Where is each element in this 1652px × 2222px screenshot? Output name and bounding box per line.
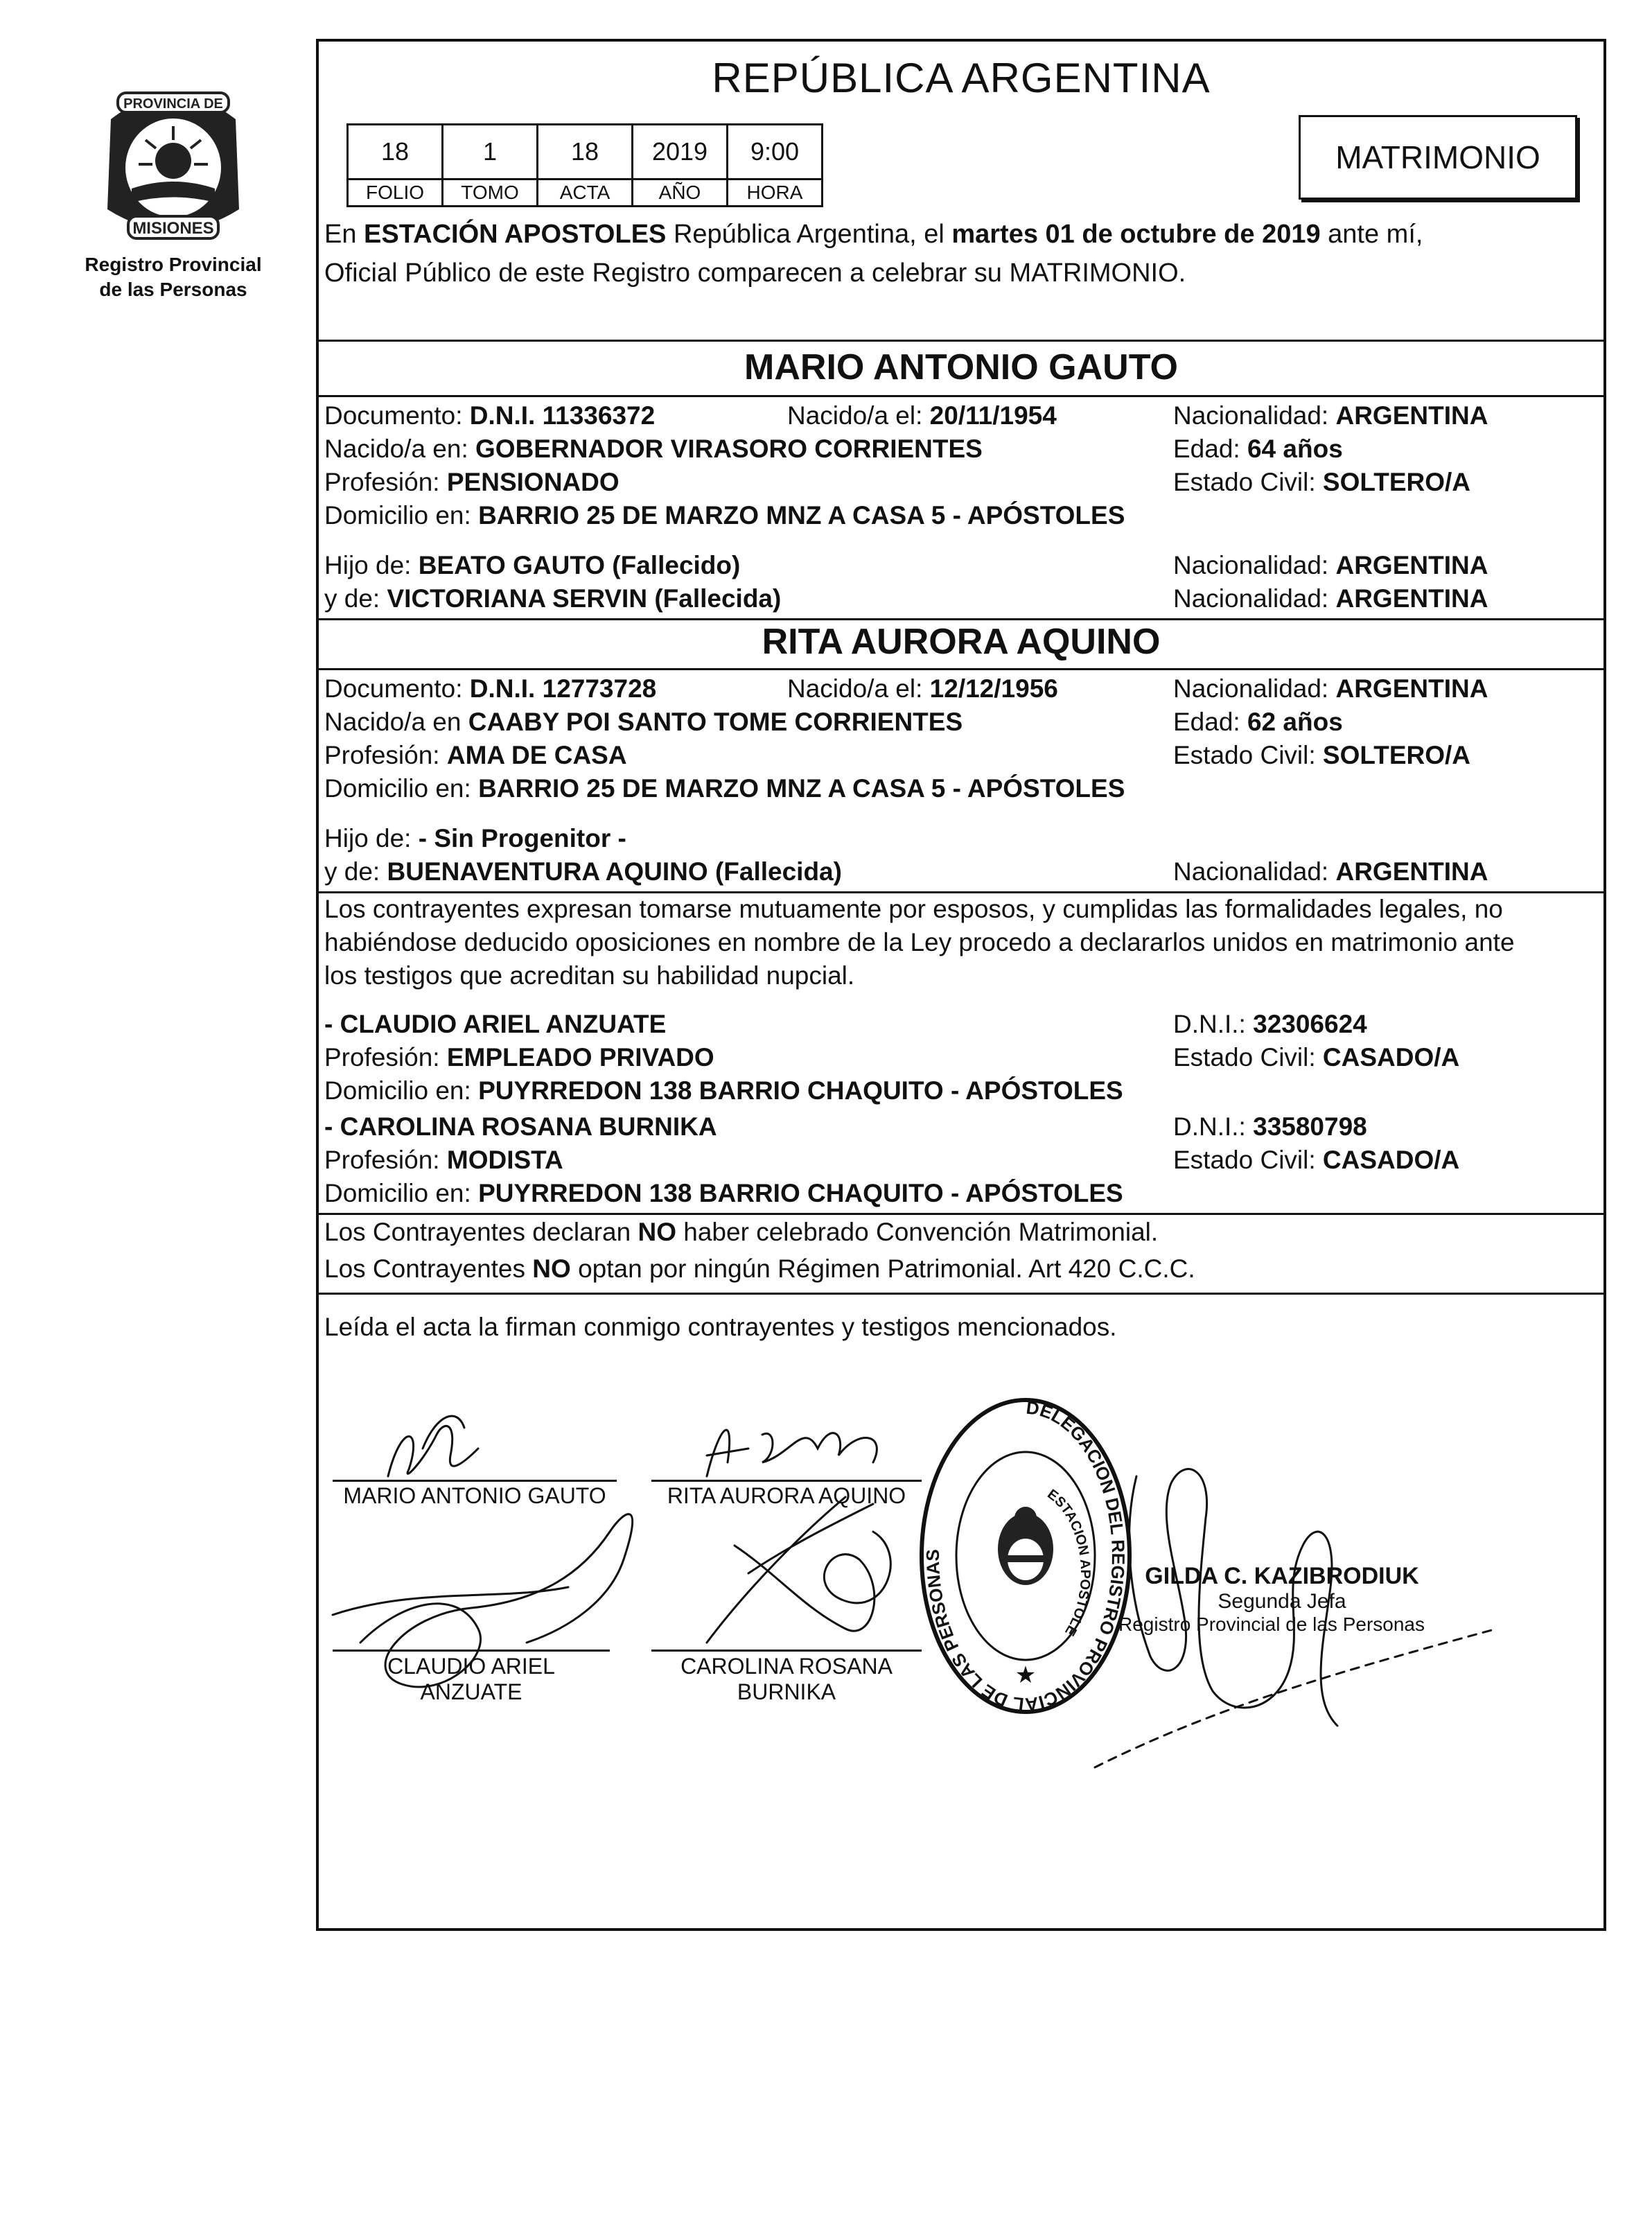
spouse2-row-father [324,821,1603,856]
spouse2-row-birthplace [324,705,1603,740]
spouse1-dni: D.N.I. 11336372 [469,401,656,430]
label: Domicilio en: [324,1179,479,1207]
spouse2-row-mother [324,855,1603,889]
witness2-row-profession [324,1143,1603,1178]
spouse1-row-profession [324,465,1603,500]
declaration-line: habiéndose deducido oposiciones en nombre de la Ley procedo a declararlos unidos en matrimonio ante [324,928,1515,956]
registry-logo [69,78,277,306]
label: Edad: [1173,708,1247,736]
regime-text: Los Contrayentes declaran [324,1218,638,1246]
intro-line2: Oficial Público de este Registro comparecen a celebrar su MATRIMONIO. [324,259,1186,288]
witness2-row-address [324,1176,1603,1211]
signature-label-line: ANZUATE [420,1679,522,1704]
spouse1-row-document [324,399,1603,433]
witness2-civil-status: CASADO/A [1322,1146,1460,1174]
witness1-profession: EMPLEADO PRIVADO [446,1043,714,1071]
spouse1-birthplace: GOBERNADOR VIRASORO CORRIENTES [475,435,983,463]
tomo-value: 1 [443,125,538,180]
spouse2-father: - Sin Progenitor - [418,824,626,852]
spouse1-birthdate: 20/11/1954 [929,401,1057,430]
spouse2-profession: AMA DE CASA [446,741,627,769]
svg-text:MISIONES: MISIONES [132,219,214,238]
spouse2-civil-status: SOLTERO/A [1322,741,1471,769]
declaration-line: los testigos que acreditan su habilidad nupcial. [324,961,855,990]
spouse2-name: RITA AURORA AQUINO [762,622,1161,662]
spouse1-civil-status: SOLTERO/A [1322,468,1471,496]
witness1-address: PUYRREDON 138 BARRIO CHAQUITO - APÓSTOLES [478,1076,1123,1105]
witness2-name: - CAROLINA ROSANA BURNIKA [324,1112,717,1141]
label: Nacido/a el: [787,674,930,703]
stamp-outer-text: DELEGACION DEL REGISTRO PROVINCIAL DE LAS PERSONAS [922,1397,1130,1715]
spouse2-row-document [324,672,1603,706]
witness1-dni: 32306624 [1253,1010,1367,1038]
spouse2-birthdate: 12/12/1956 [929,674,1058,703]
witness2-row-name [324,1110,1603,1144]
label: Nacido/a en: [324,435,476,463]
label: Edad: [1173,435,1247,463]
label: Nacido/a en [324,708,468,736]
spouse2-mother: BUENAVENTURA AQUINO (Fallecida) [387,857,842,886]
official-name: GILDA C. KAZIBRODIUK [1145,1563,1419,1589]
label: Estado Civil: [1173,468,1323,496]
acta-label: ACTA [538,180,633,207]
registry-stamp [915,1393,1136,1719]
spouse1-row-address [324,498,1603,533]
label: Profesión: [324,1043,447,1071]
witness1-name: - CLAUDIO ARIEL ANZUATE [324,1010,667,1038]
label: Profesión: [324,468,447,496]
declaration-line: Los contrayentes expresan tomarse mutuamente por esposos, y cumplidas las formalidades legales, no [324,895,1503,923]
regime-no: NO [638,1218,676,1246]
divider [319,340,1603,342]
label: Nacionalidad: [1173,401,1336,430]
signature-label-line: CAROLINA ROSANA [680,1654,893,1679]
spouse1-row-father [324,548,1603,583]
spouse1-father-nationality: ARGENTINA [1335,551,1488,579]
label: Nacionalidad: [1173,584,1336,613]
declaration-text [324,893,1603,992]
coat-of-arms-icon [998,1507,1053,1585]
witness2-address: PUYRREDON 138 BARRIO CHAQUITO - APÓSTOLES [478,1179,1123,1207]
official-block [1118,1563,1441,1636]
label: Hijo de: [324,551,419,579]
witness2-dni: 33580798 [1253,1112,1367,1141]
spouse2-birthplace: CAABY POI SANTO TOME CORRIENTES [468,708,963,736]
label: D.N.I.: [1173,1112,1254,1141]
spouse1-row-mother [324,581,1603,616]
signature-label-line: BURNIKA [737,1679,836,1704]
witness1-row-address [324,1074,1603,1108]
intro-part: En [324,220,364,249]
spouse2-row-profession [324,738,1603,773]
stamp-inner-text: ESTACION APOSTOLE [1044,1486,1093,1638]
regime-no: NO [532,1254,571,1283]
divider [319,668,1603,670]
label: Profesión: [324,1146,447,1174]
folio-value: 18 [348,125,443,180]
label: Domicilio en: [324,1076,479,1105]
regime-text: optan por ningún Régimen Patrimonial. Art 420 C.C.C. [570,1254,1195,1283]
witness1-row-name [324,1007,1603,1042]
spouse2-nationality: ARGENTINA [1335,674,1488,703]
closing-text: Leída el acta la firman conmigo contrayentes y testigos mencionados. [324,1313,1117,1341]
country-title: REPÚBLICA ARGENTINA [712,55,1211,101]
anio-value: 2019 [633,125,728,180]
label: Domicilio en: [324,774,479,803]
spouse2-mother-nationality: ARGENTINA [1335,857,1488,886]
label: y de: [324,584,387,613]
spouse1-mother: VICTORIANA SERVIN (Fallecida) [387,584,782,613]
label: Profesión: [324,741,447,769]
label: Estado Civil: [1173,1043,1323,1071]
label: Documento: [324,401,470,430]
signature-label-spouse1: MARIO ANTONIO GAUTO [343,1483,606,1508]
spouse2-age: 62 años [1247,708,1343,736]
spouse1-address: BARRIO 25 DE MARZO MNZ A CASA 5 - APÓSTOLES [478,501,1125,530]
divider [319,395,1603,397]
intro-text [324,215,1603,292]
signature-label-spouse2: RITA AURORA AQUINO [667,1483,906,1508]
label: Estado Civil: [1173,741,1323,769]
label: Estado Civil: [1173,1146,1323,1174]
spouse1-nationality: ARGENTINA [1335,401,1488,430]
spouse1-mother-nationality: ARGENTINA [1335,584,1488,613]
hora-label: HORA [728,180,823,207]
label: Documento: [324,674,470,703]
acta-value: 18 [538,125,633,180]
spouse2-dni: D.N.I. 12773728 [469,674,657,703]
label: y de: [324,857,387,886]
svg-text:PROVINCIA DE: PROVINCIA DE [123,96,223,112]
registry-label-1: Registro Provincial [85,254,262,275]
spouse1-age: 64 años [1247,435,1343,463]
anio-label: AÑO [633,180,728,207]
label: Nacionalidad: [1173,857,1336,886]
tomo-label: TOMO [443,180,538,207]
signature-label-line: CLAUDIO ARIEL [387,1654,555,1679]
reference-table [346,123,823,207]
witness2-profession: MODISTA [446,1146,563,1174]
divider [319,618,1603,620]
intro-part: ante mí, [1320,220,1423,249]
hora-value: 9:00 [728,125,823,180]
spouse1-profession: PENSIONADO [446,468,620,496]
label: Nacido/a el: [787,401,930,430]
witness1-civil-status: CASADO/A [1322,1043,1460,1071]
intro-part: República Argentina, el [666,220,952,249]
divider [319,1293,1603,1295]
label: Hijo de: [324,824,419,852]
official-office: Registro Provincial de las Personas [1118,1613,1425,1635]
regime-text: haber celebrado Convención Matrimonial. [676,1218,1159,1246]
spouse1-father: BEATO GAUTO (Fallecido) [418,551,741,579]
regime-line-1 [324,1215,1603,1250]
folio-label: FOLIO [348,180,443,207]
misiones-seal-icon [90,78,256,251]
spouse2-address: BARRIO 25 DE MARZO MNZ A CASA 5 - APÓSTOLES [478,774,1125,803]
label: Nacionalidad: [1173,551,1336,579]
spouse2-row-address [324,771,1603,806]
label: Nacionalidad: [1173,674,1336,703]
official-title: Segunda Jefa [1218,1590,1346,1613]
regime-text: Los Contrayentes [324,1254,533,1283]
intro-place: ESTACIÓN APOSTOLES [364,220,667,249]
label: Domicilio en: [324,501,479,530]
registry-label-2: de las Personas [99,279,247,300]
intro-date: martes 01 de octubre de 2019 [951,220,1321,249]
regime-line-2 [324,1252,1603,1286]
document-type-box: MATRIMONIO [1299,115,1577,200]
spouse1-row-birthplace [324,432,1603,466]
star-icon: ★ [1014,1662,1037,1688]
certificate-frame [316,39,1606,1931]
witness1-row-profession [324,1040,1603,1075]
label: D.N.I.: [1173,1010,1254,1038]
spouse1-name: MARIO ANTONIO GAUTO [744,347,1178,387]
